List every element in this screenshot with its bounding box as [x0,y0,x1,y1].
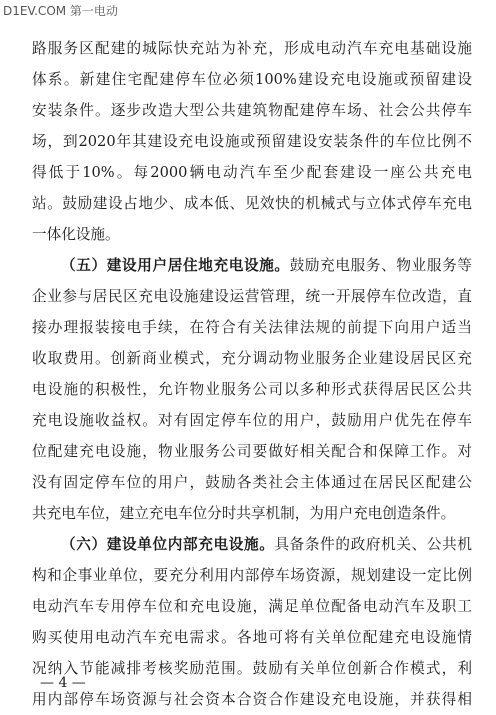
text-line: 一体化设施。 [32,226,120,243]
text-line: 得低于10%。每2000辆电动汽车至少配套建设一座公共充电 [32,164,472,181]
text-line: 充电设施收益权。对有固定停车位的用户，鼓励用户优先在停车 [32,412,472,429]
text-line: 场，到2020年其建设充电设施或预留建设安装条件的车位比例不 [32,133,472,150]
paragraph-residential-charging [32,250,472,529]
text-line: 站。鼓励建设占地少、成本低、见效快的机械式与立体式停车充电 [32,195,472,212]
text-line: 况纳入节能减排考核奖励范围。鼓励有关单位创新合作模式，利 [32,660,472,677]
text-line: 构和企事业单位，要充分利用内部停车场资源，规划建设一定比例 [32,567,472,584]
text-line: 路服务区配建的城际快充站为补充，形成电动汽车充电基础设施 [32,40,472,57]
text-line: 接办理报装接电手续，在符合有关法律法规的前提下向用户适当 [32,319,472,336]
text-line: 电动汽车专用停车位和充电设施，满足单位配备电动汽车及职工 [32,598,472,615]
text-line: 电设施的积极性，允许物业服务公司以多种形式获得居民区公共 [32,381,472,398]
paragraph-1 [32,33,472,250]
text-line: 没有固定停车位的用户，鼓励各类社会主体通过在居民区配建公 [32,474,472,491]
text-line [32,529,472,560]
site-watermark: D1EV.COM 第一电动 [3,4,118,18]
text-line: 用内部停车场资源与社会资本合资合作建设充电设施，并获得相 [32,691,472,708]
page-number: — 4 — [40,675,86,691]
section-heading: （六）建设单位内部充电设施。 [61,536,275,553]
text-line: 位配建充电设施，物业服务公司要做好相关配合和保障工作。对 [32,443,472,460]
text-line: 体系。新建住宅配建停车位必须100%建设充电设施或预留建设 [32,71,472,88]
document-body [32,33,472,715]
text-run: 鼓励充电服务、物业服务等 [289,257,472,274]
text-line: 安装条件。逐步改造大型公共建筑物配建停车场、社会公共停车 [32,102,472,119]
text-line: 收取费用。创新商业模式，充分调动物业服务企业建设居民区充 [32,350,472,367]
text-line: 购买使用电动汽车充电需求。各地可将有关单位配建充电设施情 [32,629,472,646]
text-line [32,250,472,281]
text-run: 具备条件的政府机关、公共机 [274,536,472,553]
section-heading: （五）建设用户居住地充电设施。 [61,257,290,274]
text-line: 企业参与居民区充电设施建设运营管理，统一开展停车位改造，直 [32,288,472,305]
text-line: 共充电车位，建立充电车位分时共享机制，为用户充电创造条件。 [32,505,456,522]
paragraph-workplace-charging [32,529,472,715]
